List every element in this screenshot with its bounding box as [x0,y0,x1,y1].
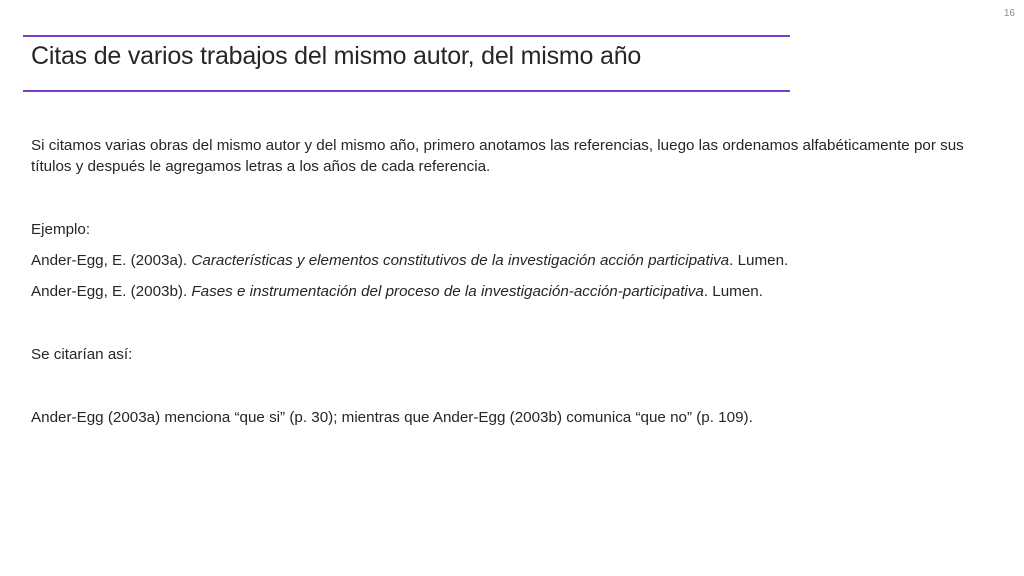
reference-prefix: Ander-Egg, E. (2003a). [31,252,192,269]
citation-label: Se citarían así: [31,346,133,363]
reference-item [31,281,991,302]
slide-number: 16 [1003,8,1015,19]
example-label: Ejemplo: [31,221,91,238]
reference-prefix: Ander-Egg, E. (2003b). [31,283,192,300]
title-bottom-rule [23,90,790,92]
reference-suffix: . Lumen. [703,283,763,300]
reference-title: Fases e instrumentación del proceso de la investigación-acción-participativa [191,283,704,300]
reference-suffix: . Lumen. [729,252,789,269]
title-top-rule [23,35,790,37]
slide-title: Citas de varios trabajos del mismo autor, del mismo año [31,42,642,70]
reference-item [31,250,991,271]
citation-example: Ander-Egg (2003a) menciona “que si” (p. 30); mientras que Ander-Egg (2003b) comunica “que no” (p. 109). [31,409,753,426]
reference-title: Características y elementos constitutivos de la investigación acción participativa [191,252,730,269]
intro-paragraph: Si citamos varias obras del mismo autor y del mismo año, primero anotamos las referencias, luego las ordenamos alfabéticamente por sus títulos y después le agregamos letras a los años de cada referencia. [31,137,964,175]
slide-body [31,135,991,428]
